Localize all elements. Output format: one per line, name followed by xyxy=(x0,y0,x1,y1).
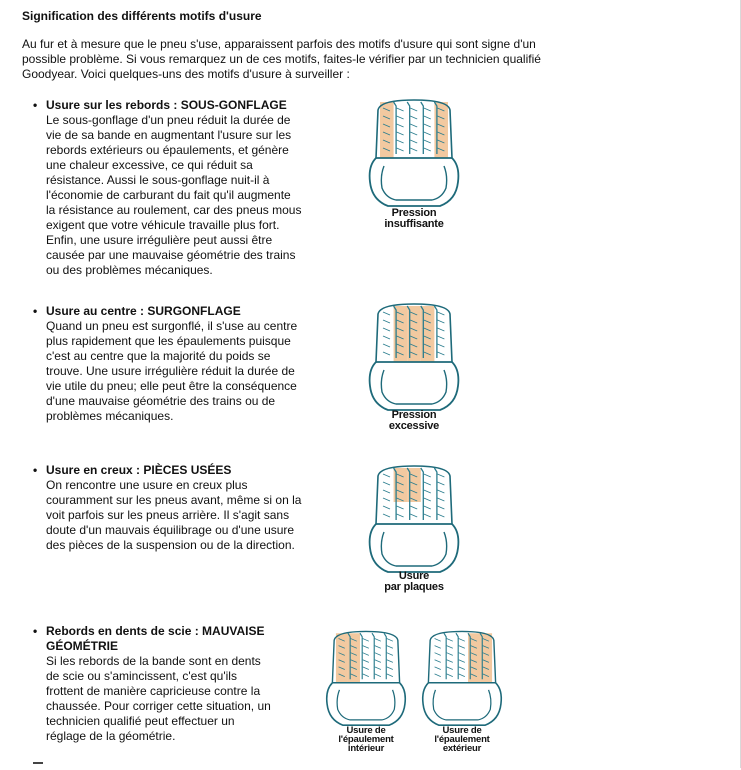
tread-groove xyxy=(372,633,374,679)
tread-sipe xyxy=(424,140,431,143)
tread-sipe xyxy=(424,482,431,485)
tread-sipe xyxy=(437,312,444,315)
tread-sipe xyxy=(363,674,369,677)
tread-sipe xyxy=(424,490,431,493)
tread-sipe xyxy=(424,132,431,135)
tread-sipe xyxy=(387,639,393,642)
wear-item-cupping xyxy=(33,463,303,553)
tread-sipe xyxy=(447,653,453,656)
tread-sipe xyxy=(437,336,444,339)
caption-line: intérieur xyxy=(347,743,385,754)
tread-sipe xyxy=(387,660,393,663)
tread-groove xyxy=(384,633,386,679)
wear-item-feathering xyxy=(33,624,273,744)
item-heading: Usure au centre : SURGONFLAGE xyxy=(46,304,241,318)
tread-sipe xyxy=(447,639,453,642)
tread-sipe xyxy=(383,498,390,501)
tread-sipe xyxy=(383,336,390,339)
tread-groove xyxy=(394,102,397,154)
tread-sipe xyxy=(410,132,417,135)
tread-sipe xyxy=(410,140,417,143)
tread-sipe xyxy=(437,498,444,501)
tire-outer-shoulder-wear-illustration xyxy=(416,622,508,740)
tire-inner-rim xyxy=(433,690,491,720)
tire-cupping-illustration xyxy=(362,462,466,582)
tread-sipe xyxy=(375,667,381,670)
tread-sipe xyxy=(437,344,444,347)
tread-sipe xyxy=(424,506,431,509)
tread-sipe xyxy=(447,674,453,677)
tread-sipe xyxy=(397,148,404,151)
tread-sipe xyxy=(397,514,404,517)
tread-sipe xyxy=(387,653,393,656)
tread-sipe xyxy=(435,667,441,670)
tread-sipe xyxy=(375,660,381,663)
tread-sipe xyxy=(375,639,381,642)
tread-sipe xyxy=(383,490,390,493)
tread-sipe xyxy=(383,506,390,509)
tread-sipe xyxy=(459,667,465,670)
tread-sipe xyxy=(363,646,369,649)
item-body: On rencontre une usure en creux plus couramment sur les pneus avant, même si on la voit parfois sur les pneus arrière. Il s'agit sans doute d'un mauvais équilibrage ou d'une usure des pièces de la suspension ou de la direction. xyxy=(46,478,302,552)
tire-inner-rim xyxy=(381,370,446,404)
tread-sipe xyxy=(375,674,381,677)
tread-sipe xyxy=(383,312,390,315)
tread-sipe xyxy=(435,646,441,649)
tread-sipe xyxy=(387,646,393,649)
tread-sipe xyxy=(424,498,431,501)
tire-caption-underinflation xyxy=(362,208,466,230)
tread-sipe xyxy=(410,108,417,111)
tire-inner-rim xyxy=(381,532,446,566)
tread-groove xyxy=(360,633,362,679)
caption-line: Pression xyxy=(391,409,437,421)
tread-sipe xyxy=(383,320,390,323)
tread-sipe xyxy=(410,506,417,509)
bullet: • xyxy=(33,304,38,318)
caption-line: Usure xyxy=(398,570,430,582)
tread-sipe xyxy=(459,660,465,663)
item-body: Quand un pneu est surgonflé, il s'use au centre plus rapidement que les épaulements puisque c'est au centre que la majorité du poids se trouve. Une usure irrégulière réduit la durée de vie utile du pneu; elle peut être la conséquence d'une mauvaise géométrie des trains ou de problèmes mécaniques. xyxy=(46,319,298,423)
tread-groove xyxy=(434,468,437,520)
tread-groove xyxy=(421,102,424,154)
tread-sipe xyxy=(435,653,441,656)
caption-line: Pression xyxy=(391,207,437,219)
caption-line: Usure de xyxy=(442,725,482,736)
tread-groove xyxy=(421,468,424,520)
tread-sipe xyxy=(410,148,417,151)
tire-center-wear-illustration xyxy=(362,300,466,420)
tread-groove xyxy=(407,102,410,154)
item-body: Si les rebords de la bande sont en dents de scie ou s'amincissent, c'est qu'ils frottent de manière capricieuse contre la chaussée. Pour corriger cette situation, un technicien qualifié peut effectuer un réglage de la géométrie. xyxy=(46,654,271,743)
wear-item-overinflation xyxy=(33,304,303,424)
tire-shoulder-wear-illustration xyxy=(362,96,466,216)
tread-sipe xyxy=(397,140,404,143)
tread-sipe xyxy=(363,660,369,663)
page-title: Signification des différents motifs d'usure xyxy=(22,9,262,23)
tread-sipe xyxy=(437,490,444,493)
caption-line: l'épaulement xyxy=(434,734,490,745)
next-bullet-stub xyxy=(33,762,43,770)
item-heading: Usure sur les rebords : SOUS-GONFLAGE xyxy=(46,98,287,112)
item-heading: Usure en creux : PIÈCES USÉES xyxy=(46,463,232,477)
tread-sipe xyxy=(397,124,404,127)
tread-sipe xyxy=(447,646,453,649)
tread-sipe xyxy=(383,352,390,355)
tire-inner-shoulder-wear-illustration xyxy=(320,622,412,740)
tread-sipe xyxy=(435,639,441,642)
tire-sidewall xyxy=(370,362,459,410)
intro-paragraph: Au fur et à mesure que le pneu s'use, apparaissent parfois des motifs d'usure qui sont signe d'un possible problème. Si vous remarquez un de ces motifs, faites-le vérifier par un technicien qualifié Goodyear. Voici quelques-uns des motifs d'usure à surveiller : xyxy=(22,37,541,81)
tire-inner-rim xyxy=(381,166,446,200)
tread-groove xyxy=(434,306,437,358)
tire-caption-outer-shoulder xyxy=(416,726,508,753)
tread-sipe xyxy=(397,132,404,135)
item-body: Le sous-gonflage d'un pneu réduit la durée de vie de sa bande en augmentant l'usure sur les rebords extérieurs ou épaulements, et génère une chaleur excessive, ce qui réduit sa résistance. Aussi le sous-gonflage nuit-il à l'économie de carburant du fait qu'il augmente la résistance au roulement, car des pneus mous exigent que votre véhicule travaille plus fort. Enfin, une usure irrégulière peut aussi être causée par une mauvaise géométrie des trains ou des problèmes mécaniques. xyxy=(46,113,302,277)
tread-sipe xyxy=(363,653,369,656)
tread-sipe xyxy=(437,474,444,477)
tread-sipe xyxy=(363,667,369,670)
tread-sipe xyxy=(383,514,390,517)
tire-sidewall xyxy=(370,158,459,206)
wear-item-underinflation xyxy=(33,98,303,278)
tire-caption-cupping xyxy=(362,571,466,593)
tread-sipe xyxy=(435,674,441,677)
tread-sipe xyxy=(424,514,431,517)
bullet: • xyxy=(33,463,38,477)
caption-line: l'épaulement xyxy=(338,734,394,745)
tread-sipe xyxy=(459,653,465,656)
tread-sipe xyxy=(363,639,369,642)
caption-line: extérieur xyxy=(442,743,482,754)
tread-sipe xyxy=(437,506,444,509)
bullet: • xyxy=(33,98,38,112)
tread-sipe xyxy=(459,646,465,649)
caption-line: insuffisante xyxy=(384,218,444,230)
tread-sipe xyxy=(424,148,431,151)
tire-inner-rim xyxy=(337,690,395,720)
tread-sipe xyxy=(410,124,417,127)
tire-sidewall xyxy=(423,683,502,725)
tread-sipe xyxy=(437,328,444,331)
tread-sipe xyxy=(424,124,431,127)
tread-sipe xyxy=(397,108,404,111)
tread-sipe xyxy=(383,328,390,331)
tread-sipe xyxy=(424,474,431,477)
tire-caption-inner-shoulder xyxy=(320,726,412,753)
tread-sipe xyxy=(383,474,390,477)
item-heading: Rebords en dents de scie : MAUVAISE GÉOMÉTRIE xyxy=(46,624,265,653)
tread-sipe xyxy=(383,482,390,485)
tread-sipe xyxy=(447,660,453,663)
tread-sipe xyxy=(383,344,390,347)
tread-sipe xyxy=(435,660,441,663)
tread-sipe xyxy=(397,506,404,509)
tread-groove xyxy=(444,633,446,679)
tread-sipe xyxy=(437,482,444,485)
tire-caption-overinflation xyxy=(362,410,466,432)
tread-sipe xyxy=(459,674,465,677)
tread-sipe xyxy=(437,320,444,323)
caption-line: par plaques xyxy=(384,581,444,593)
bullet: • xyxy=(33,624,38,638)
tread-sipe xyxy=(437,514,444,517)
tire-sidewall xyxy=(327,683,406,725)
tread-sipe xyxy=(424,108,431,111)
tread-sipe xyxy=(375,646,381,649)
tread-sipe xyxy=(387,667,393,670)
tire-sidewall xyxy=(370,524,459,572)
caption-line: excessive xyxy=(388,420,440,432)
tread-sipe xyxy=(424,116,431,119)
tread-sipe xyxy=(437,352,444,355)
tread-sipe xyxy=(447,667,453,670)
tread-sipe xyxy=(387,674,393,677)
tread-sipe xyxy=(410,514,417,517)
tread-sipe xyxy=(375,653,381,656)
tread-groove xyxy=(456,633,458,679)
tread-sipe xyxy=(410,116,417,119)
caption-line: Usure de xyxy=(346,725,386,736)
tread-sipe xyxy=(397,116,404,119)
tread-sipe xyxy=(459,639,465,642)
